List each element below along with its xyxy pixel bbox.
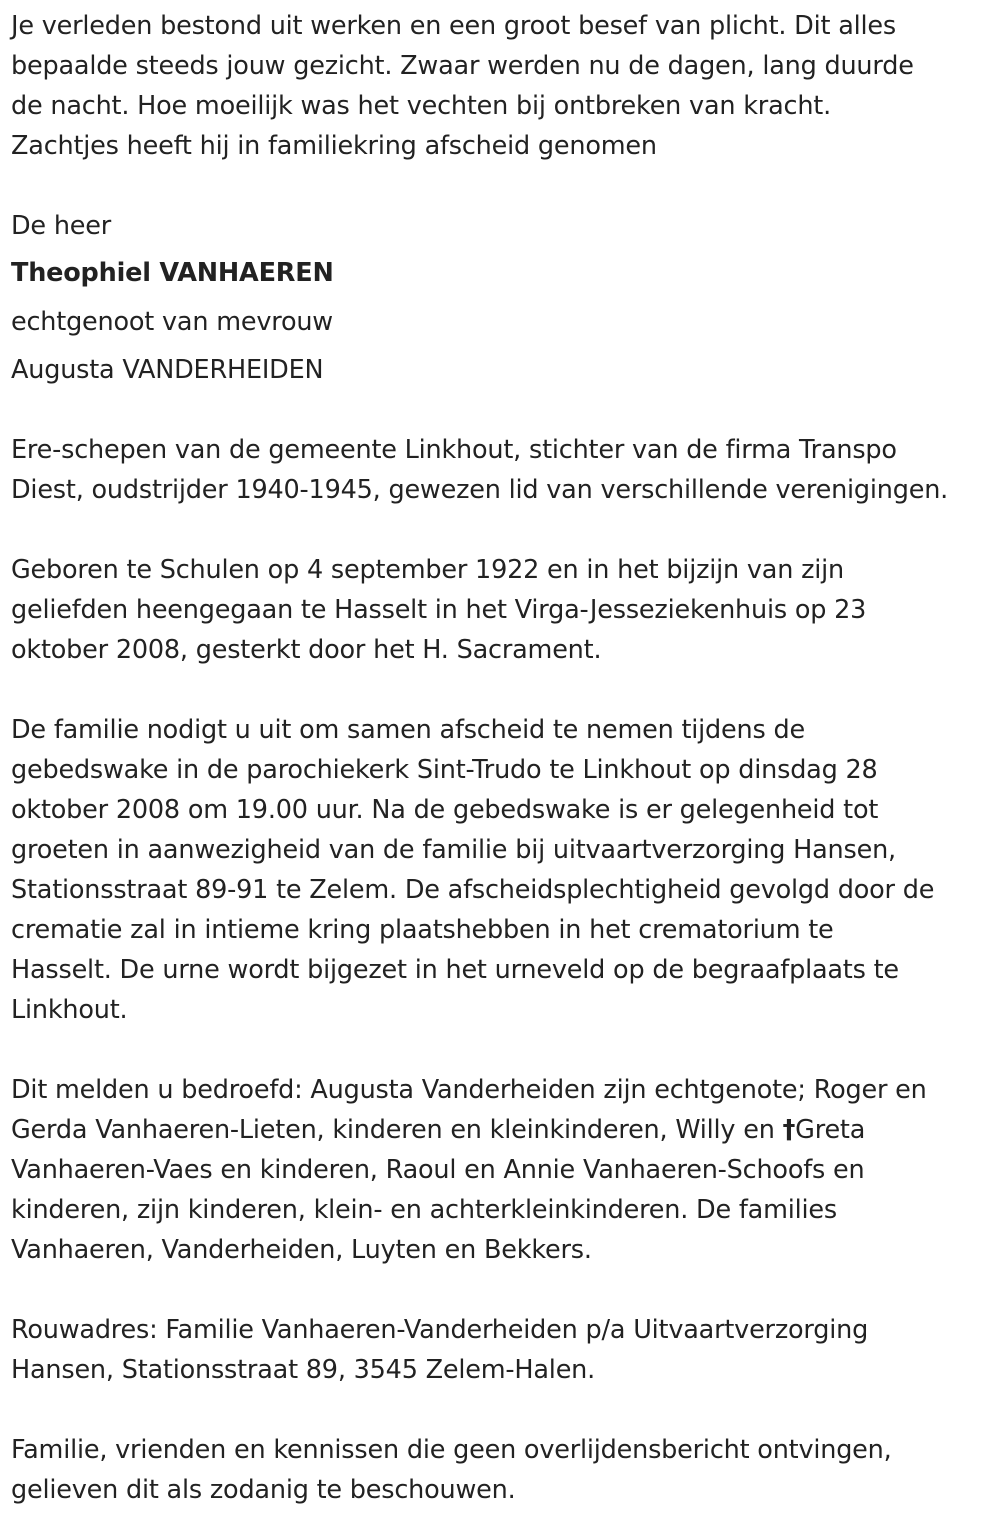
deceased-name: Theophiel VANHAEREN [11,258,334,288]
intro-line: de nacht. Hoe moeilijk was het vechten bij ontbreken van kracht. [11,91,831,121]
ceremony-line: De familie nodigt u uit om samen afscheid te nemen tijdens de [11,715,805,745]
address-line: Hansen, Stationsstraat 89, 3545 Zelem-Halen. [11,1355,596,1385]
mourners-line: Dit melden u bedroefd: Augusta Vanderheiden zijn echtgenote; Roger en [11,1075,927,1105]
born-line: geliefden heengegaan te Hasselt in het Virga-Jesseziekenhuis op 23 [11,595,867,625]
closing-paragraph [11,1430,993,1510]
ceremony-line: Hasselt. De urne wordt bijgezet in het urneveld op de begraafplaats te [11,955,899,985]
ceremony-line: oktober 2008 om 19.00 uur. Na de gebedswake is er gelegenheid tot [11,795,879,825]
spouse-name: Augusta VANDERHEIDEN [11,355,324,385]
address-paragraph [11,1310,993,1390]
spouse-label: echtgenoot van mevrouw [11,307,333,337]
ceremony-paragraph [11,710,993,1030]
ceremony-line: crematie zal in intieme kring plaatshebben in het crematorium te [11,915,834,945]
intro-line: Je verleden bestond uit werken en een groot besef van plicht. Dit alles [11,11,896,41]
ceremony-line: Linkhout. [11,995,128,1025]
intro-line: Zachtjes heeft hij in familiekring afscheid genomen [11,131,657,161]
born-line: oktober 2008, gesterkt door het H. Sacrament. [11,635,602,665]
mourners-line [11,1110,993,1150]
titles-line: Ere-schepen van de gemeente Linkhout, stichter van de firma Transpo [11,435,897,465]
closing-line: Familie, vrienden en kennissen die geen overlijdensbericht ontvingen, [11,1435,892,1465]
intro-poem [11,6,993,166]
titles-line: Diest, oudstrijder 1940-1945, gewezen lid van verschillende verenigingen. [11,475,949,505]
born-line: Geboren te Schulen op 4 september 1922 en in het bijzijn van zijn [11,555,844,585]
ceremony-line: gebedswake in de parochiekerk Sint-Trudo te Linkhout op dinsdag 28 [11,755,878,785]
ceremony-line: groeten in aanwezigheid van de familie bij uitvaartverzorging Hansen, [11,835,896,865]
closing-line: gelieven dit als zodanig te beschouwen. [11,1475,516,1505]
address-line: Rouwadres: Familie Vanhaeren-Vanderheiden p/a Uitvaartverzorging [11,1315,869,1345]
titles-paragraph [11,430,993,510]
mourners-text: Gerda Vanhaeren-Lieten, kinderen en kleinkinderen, Willy en [11,1115,783,1145]
salutation: De heer [11,211,112,241]
mourners-line: Vanhaeren, Vanderheiden, Luyten en Bekkers. [11,1235,592,1265]
mourners-line: kinderen, zijn kinderen, klein- en achterkleinkinderen. De families [11,1195,837,1225]
mourners-text: Greta [795,1115,866,1145]
ceremony-line: Stationsstraat 89-91 te Zelem. De afscheidsplechtigheid gevolgd door de [11,875,935,905]
intro-line: bepaalde steeds jouw gezicht. Zwaar werden nu de dagen, lang duurde [11,51,914,81]
birth-death-paragraph [11,550,993,670]
mourners-paragraph [11,1070,993,1270]
mourners-line: Vanhaeren-Vaes en kinderen, Raoul en Annie Vanhaeren-Schoofs en [11,1155,865,1185]
cross-icon: † [782,1115,796,1145]
